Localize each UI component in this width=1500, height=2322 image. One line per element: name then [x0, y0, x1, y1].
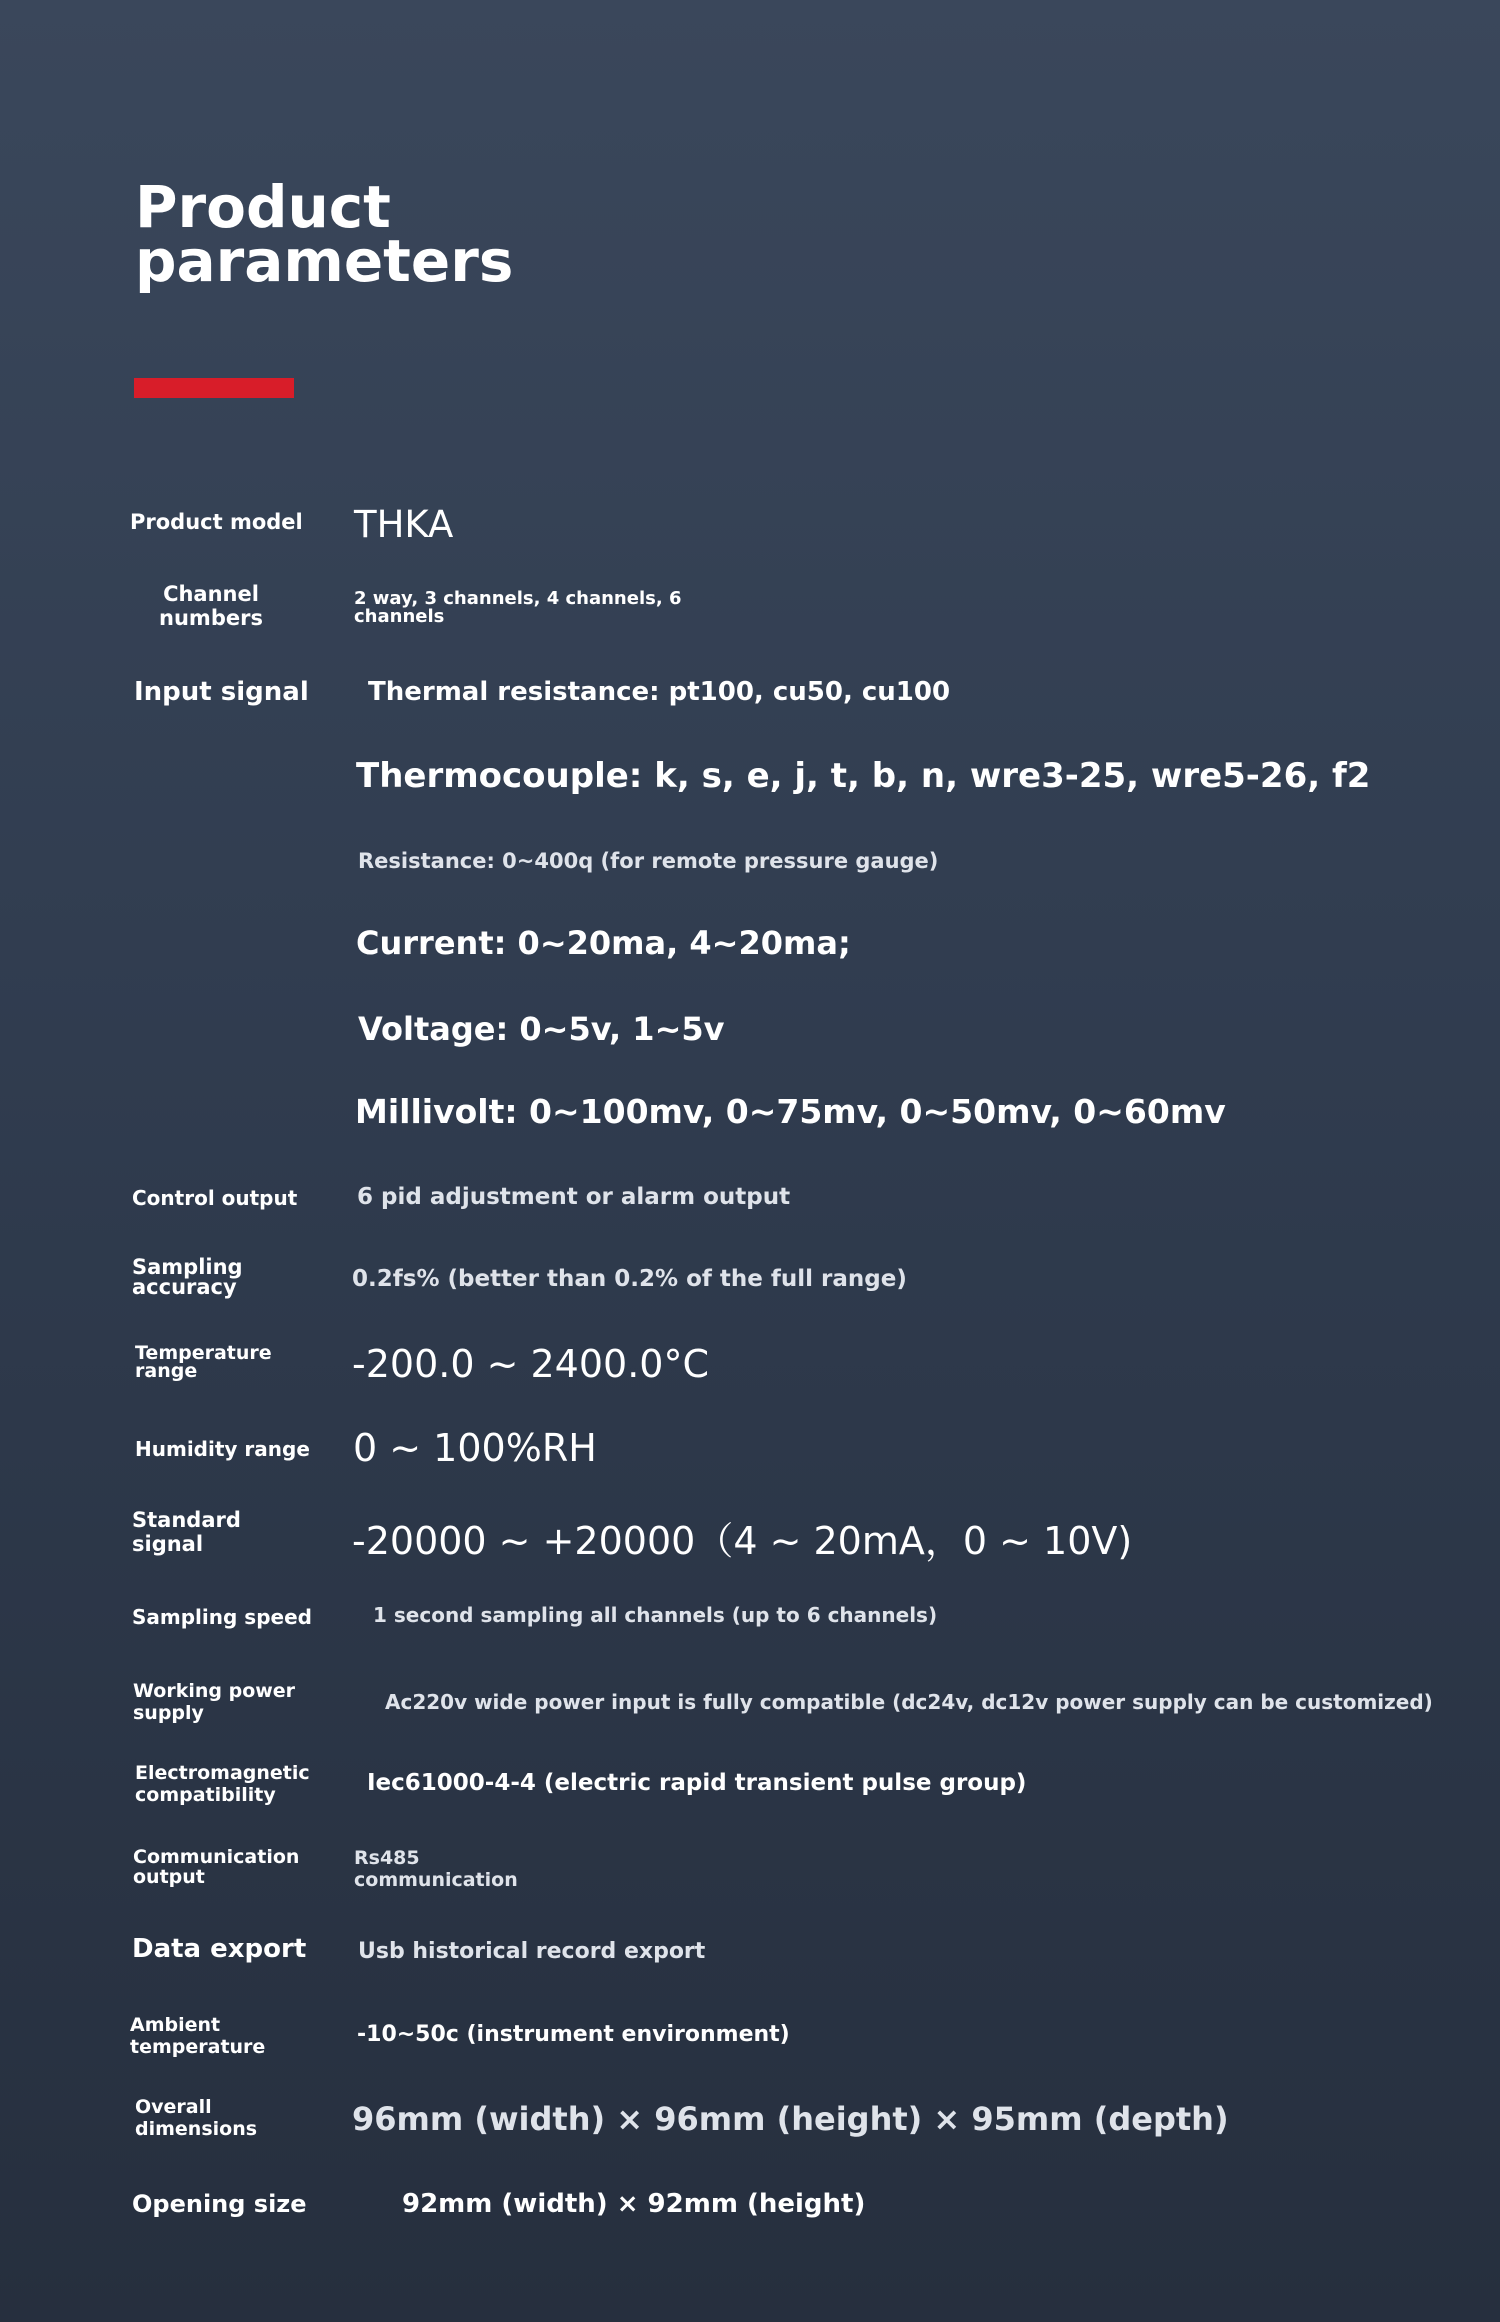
input-signal-thermocouple: Thermocouple: k, s, e, j, t, b, n, wre3-25, wre5-26, f2 — [356, 756, 1371, 796]
input-signal-thermal-resistance: Thermal resistance: pt100, cu50, cu100 — [368, 677, 951, 707]
sampling-accuracy-value: 0.2fs% (better than 0.2% of the full range) — [352, 1266, 907, 1292]
opening-size-label: Opening size — [132, 2190, 307, 2218]
sampling-speed-label: Sampling speed — [132, 1605, 312, 1629]
channel-numbers-value — [354, 590, 681, 626]
working-power-label — [133, 1682, 295, 1722]
sampling-accuracy-label — [132, 1257, 243, 1297]
channel-numbers-label — [150, 584, 272, 628]
sampling-accuracy-label-line1: Sampling — [132, 1255, 243, 1279]
channel-numbers-value-line1: 2 way, 3 channels, 4 channels, 6 — [354, 588, 682, 609]
temperature-range-label — [135, 1344, 272, 1380]
control-output-value: 6 pid adjustment or alarm output — [357, 1184, 791, 1210]
emc-label-line2: compatibility — [135, 1784, 276, 1806]
communication-output-label-line2: output — [133, 1866, 205, 1888]
communication-output-value-line1: Rs485 — [354, 1847, 420, 1869]
sampling-speed-value: 1 second sampling all channels (up to 6 channels) — [373, 1603, 938, 1627]
temperature-range-label-line2: range — [135, 1360, 198, 1382]
data-export-value: Usb historical record export — [358, 1939, 706, 1964]
emc-label-line1: Electromagnetic — [135, 1762, 310, 1784]
communication-output-value — [354, 1847, 518, 1891]
overall-dimensions-label-line1: Overall — [135, 2096, 212, 2118]
humidity-range-label: Humidity range — [135, 1437, 310, 1461]
ambient-temperature-label-line1: Ambient — [130, 2014, 221, 2036]
working-power-value: Ac220v wide power input is fully compatible (dc24v, dc12v power supply can be customized) — [385, 1690, 1433, 1714]
overall-dimensions-value: 96mm (width) × 96mm (height) × 95mm (depth) — [352, 2100, 1229, 2138]
page-title — [135, 173, 514, 295]
page-title-line2: parameters — [135, 227, 514, 295]
communication-output-label — [133, 1848, 299, 1886]
input-signal-resistance: Resistance: 0~400q (for remote pressure gauge) — [358, 849, 939, 873]
standard-signal-label-line2: signal — [132, 1532, 204, 1556]
channel-numbers-value-line2: channels — [354, 606, 445, 627]
working-power-label-line2: supply — [133, 1702, 204, 1724]
sampling-accuracy-label-line2: accuracy — [132, 1275, 237, 1299]
emc-value: Iec61000-4-4 (electric rapid transient pulse group) — [367, 1770, 1027, 1796]
working-power-label-line1: Working power — [133, 1680, 296, 1702]
temperature-range-label-line1: Temperature — [135, 1342, 272, 1364]
product-model-label: Product model — [130, 510, 303, 534]
ambient-temperature-value: -10~50c (instrument environment) — [357, 2022, 790, 2047]
input-signal-millivolt: Millivolt: 0~100mv, 0~75mv, 0~50mv, 0~60mv — [355, 1092, 1226, 1131]
data-export-label: Data export — [132, 1934, 307, 1964]
overall-dimensions-label — [135, 2098, 257, 2138]
product-model-value: THKA — [354, 503, 454, 546]
input-signal-label: Input signal — [134, 677, 309, 707]
input-signal-current: Current: 0~20ma, 4~20ma; — [356, 924, 851, 962]
ambient-temperature-label — [130, 2016, 265, 2056]
emc-label — [135, 1764, 310, 1804]
control-output-label: Control output — [132, 1186, 298, 1210]
humidity-range-value: 0 ~ 100%RH — [353, 1426, 597, 1470]
channel-numbers-label-line1: Channel — [163, 582, 259, 606]
opening-size-value: 92mm (width) × 92mm (height) — [402, 2189, 866, 2219]
channel-numbers-label-line2: numbers — [159, 606, 263, 630]
standard-signal-label — [132, 1508, 241, 1556]
standard-signal-label-line1: Standard — [132, 1508, 241, 1532]
temperature-range-value: -200.0 ~ 2400.0°C — [352, 1342, 709, 1386]
communication-output-label-line1: Communication — [133, 1846, 300, 1868]
page-title-line1: Product — [135, 173, 391, 241]
overall-dimensions-label-line2: dimensions — [135, 2118, 258, 2140]
ambient-temperature-label-line2: temperature — [130, 2036, 266, 2058]
input-signal-voltage: Voltage: 0~5v, 1~5v — [358, 1010, 725, 1048]
communication-output-value-line2: communication — [354, 1869, 518, 1891]
standard-signal-value: -20000 ~ +20000（4 ~ 20mA，0 ~ 10V) — [352, 1519, 1133, 1563]
title-accent-bar — [134, 378, 294, 398]
